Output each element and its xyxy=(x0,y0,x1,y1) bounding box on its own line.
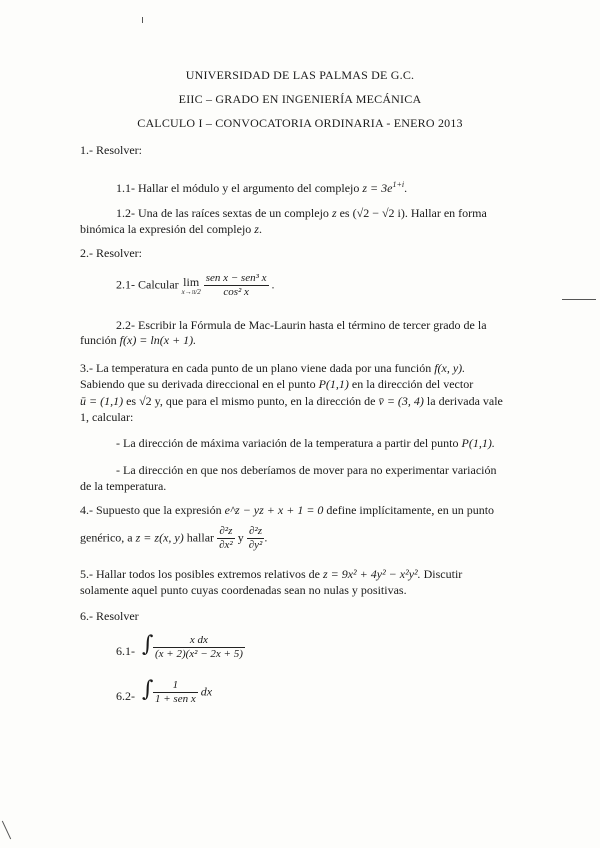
q2-limit-sub: x→π/2 xyxy=(181,287,201,296)
q6-part2-den: 1 + sen x xyxy=(155,693,196,705)
q5-line1 xyxy=(80,567,462,582)
q4-line2-text-b: hallar xyxy=(186,530,215,545)
header-degree: EIIC – GRADO EN INGENIERÍA MECÁNICA xyxy=(178,92,422,106)
q3-line2-text-b: en la dirección del vector xyxy=(351,377,474,391)
q2-limit-word: lim xyxy=(183,274,200,289)
q1-title: 1.- Resolver: xyxy=(80,143,142,157)
q3-item1-expr: P(1,1). xyxy=(461,436,495,450)
q5-line1-text-a: 5.- Hallar todos los posibles extremos relativos de xyxy=(80,567,320,581)
q4-line1-text-a: 4.- Supuesto que la expresión xyxy=(80,503,222,517)
q5-line2: solamente aquel punto cuyas coordenadas sean no nulas y positivas. xyxy=(80,583,407,597)
q2-title: 2.- Resolver: xyxy=(80,246,142,260)
q4-line1-text-b: define implícitamente, en un punto xyxy=(326,503,495,517)
q3-line3-text-a: es √2 y, que para el mismo punto, en la dirección de xyxy=(126,394,376,408)
q3-item2-line2: de la temperatura. xyxy=(80,479,167,493)
q4-line2 xyxy=(80,525,267,552)
q1-part2-line2-end: . xyxy=(258,222,262,236)
q4-derivative-yy xyxy=(247,525,268,552)
q6-part2-num: 1 xyxy=(153,679,198,693)
q4-line1-expr: e^z − yz + x + 1 = 0 xyxy=(224,503,324,517)
q3-item1 xyxy=(116,436,495,451)
q5-line1-expr: z = 9x² + 4y² − x²y². xyxy=(322,567,421,581)
q2-part1 xyxy=(116,272,275,299)
q2-fraction-den: cos² x xyxy=(223,286,249,298)
q4-d2-num: ∂²z xyxy=(247,525,265,539)
q6-part2-dx: dx xyxy=(200,684,213,699)
q3-line3 xyxy=(80,394,503,409)
q1-part1: 1.1- Hallar el módulo y el argumento del complejo $z = 3e^{1+i}$. xyxy=(116,180,408,195)
q2-limit xyxy=(182,276,201,296)
q3-line1 xyxy=(80,361,465,376)
q6-part1-fraction xyxy=(153,634,245,661)
q6-part1-frac xyxy=(153,634,245,661)
q6-part2-integral-sign: ∫ xyxy=(142,677,154,702)
q2-part1-end: . xyxy=(271,277,275,292)
q6-part1-den: (x + 2)(x² − 2x + 5) xyxy=(155,648,243,660)
q6-part1-label: 6.1- xyxy=(116,644,135,658)
header-exam: CALCULO I – CONVOCATORIA ORDINARIA - ENERO 2013 xyxy=(137,116,463,130)
scan-speck xyxy=(142,17,143,23)
q3-line1-expr: f(x, y). xyxy=(434,361,466,375)
q6-part2-expr xyxy=(153,679,212,706)
scan-streak xyxy=(2,821,11,840)
q2-part2-line1: 2.2- Escribir la Fórmula de Mac-Laurin hasta el término de tercer grado de la xyxy=(116,318,487,332)
q1-part1-expr: z = 3e xyxy=(362,181,393,195)
q1-part2-text-a: 1.2- Una de las raíces sextas de un complejo xyxy=(116,206,329,220)
q3-item2-line1: - La dirección en que nos deberíamos de mover para no experimentar variación xyxy=(116,463,497,477)
q3-line2-text-a: Sabiendo que su derivada direccional en el punto xyxy=(80,377,316,391)
q4-derivative-xx xyxy=(217,525,235,552)
q6-title: 6.- Resolver xyxy=(80,609,139,623)
q2-part2-expr: f(x) = ln(x + 1). xyxy=(119,333,197,347)
q4-line1 xyxy=(80,503,494,518)
q2-fraction xyxy=(204,272,269,299)
q4-line2-text-a: genérico, a xyxy=(80,530,133,545)
q2-part2-text: función xyxy=(80,333,117,347)
q1-part2-line2-z: z xyxy=(254,222,259,236)
q2-fraction-num: sen x − sen³ x xyxy=(205,272,267,284)
q4-d2-den: ∂y² xyxy=(248,539,263,551)
q3-line2 xyxy=(80,377,473,392)
q6-part2-frac xyxy=(153,679,198,706)
q4-end: . xyxy=(264,530,268,545)
q3-line3-u: ū = (1,1) xyxy=(80,394,124,408)
q4-d1-num: ∂²z xyxy=(217,525,235,539)
q6-part1-integral-sign: ∫ xyxy=(142,632,154,657)
q4-d1-den: ∂x² xyxy=(219,539,233,551)
q1-part2-z: z xyxy=(331,206,337,220)
q4-line2-expr: z = z(x, y) xyxy=(135,530,184,545)
q1-part1-exp: 1+i xyxy=(392,180,405,189)
q3-line1-text: 3.- La temperatura en cada punto de un plano viene dada por una función xyxy=(80,361,432,375)
q1-part2-line1 xyxy=(116,206,487,221)
q6-part2-label: 6.2- xyxy=(116,689,135,703)
q2-part2-line2 xyxy=(80,333,196,348)
header-university: UNIVERSIDAD DE LAS PALMAS DE G.C. xyxy=(185,68,415,82)
q6-part1-num: x dx xyxy=(153,634,245,648)
q2-part1-text: 2.1- Calcular xyxy=(116,277,179,292)
q5-line1-text-b: Discutir xyxy=(423,567,463,581)
q3-line4: 1, calcular: xyxy=(80,410,134,424)
q3-line3-text-b: la derivada vale xyxy=(426,394,503,408)
q3-item1-text: - La dirección de máxima variación de la temperatura a partir del punto xyxy=(116,436,459,450)
q1-part2-text-b: es xyxy=(339,206,350,220)
margin-mark xyxy=(562,299,596,300)
q1-part2-line2-text: binómica la expresión del complejo xyxy=(80,222,252,236)
q3-line3-v: v̄ = (3, 4) xyxy=(378,394,424,408)
q1-part1-text: 1.1- Hallar el módulo y el argumento del complejo xyxy=(116,181,360,195)
q1-part2-expr: (√2 − √2 i) xyxy=(352,206,405,220)
q3-line2-expr: P(1,1) xyxy=(318,377,349,391)
q4-mid: y xyxy=(237,530,244,545)
q1-part2-text-c: . Hallar en forma xyxy=(404,206,487,220)
q1-part2-line2 xyxy=(80,222,262,237)
